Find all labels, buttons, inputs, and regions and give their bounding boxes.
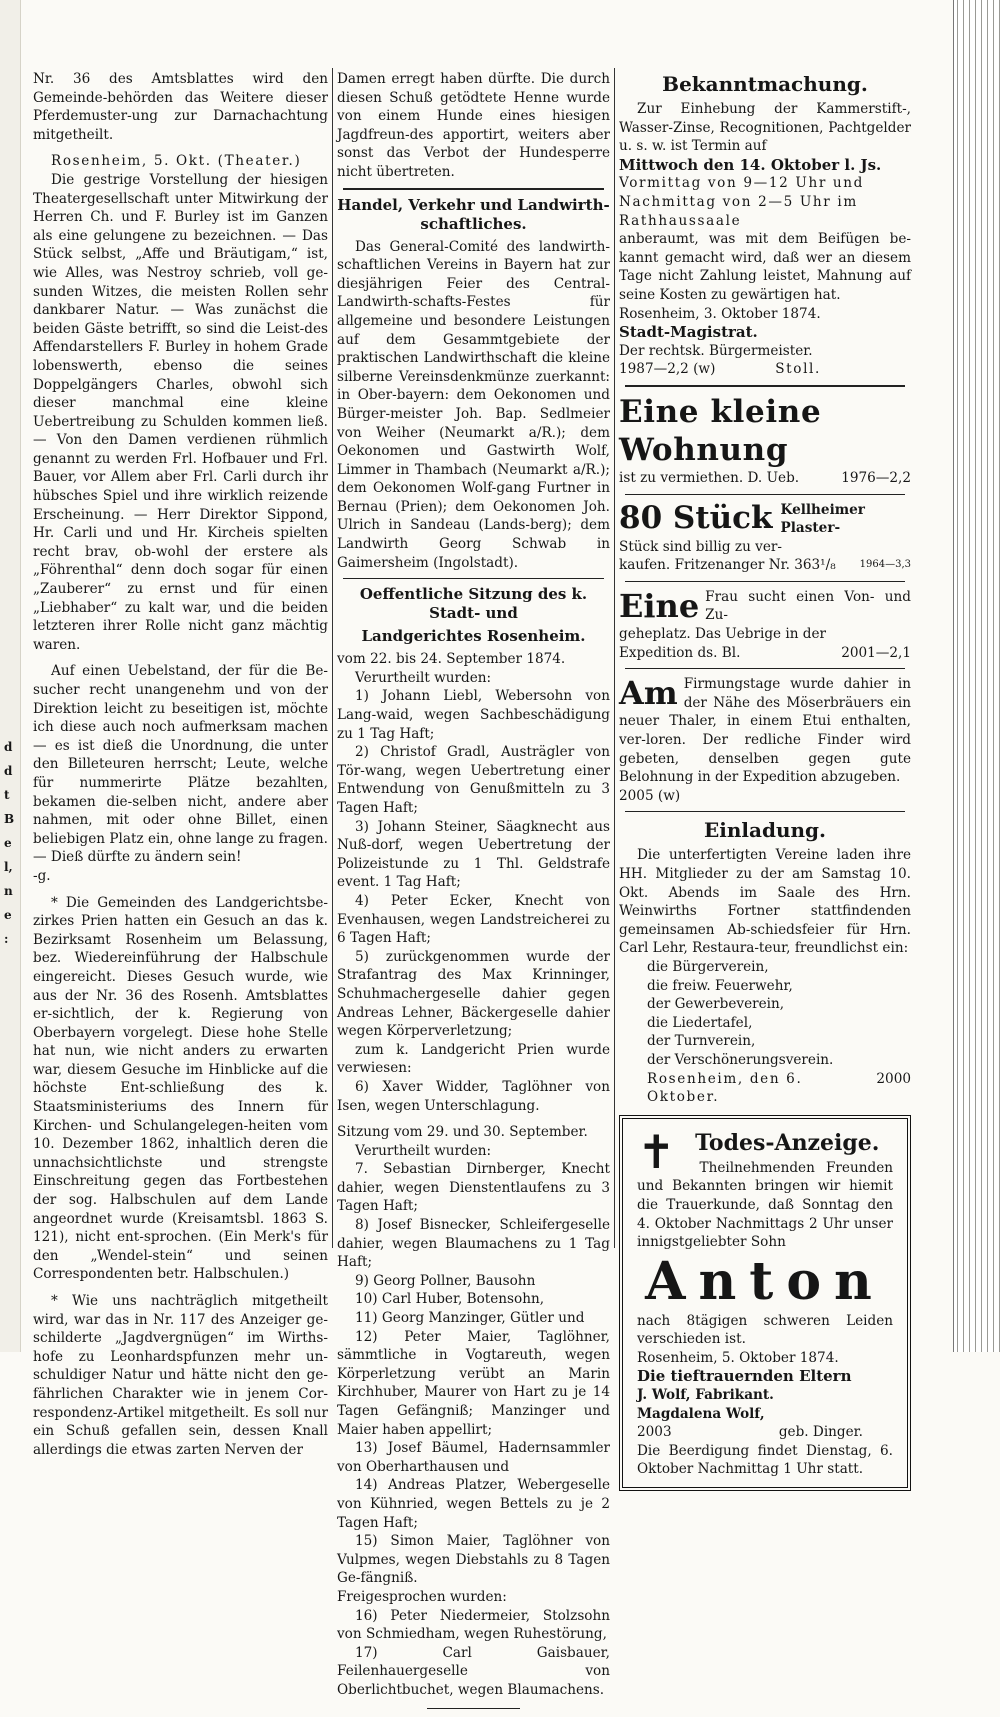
- margin-fragment: l,: [4, 860, 13, 874]
- todes-text-2: nach 8tägigen schweren Leiden verschieden ist.: [637, 1312, 893, 1348]
- divider: [625, 494, 905, 495]
- verurtheilt-label-2: Verurtheilt wurden:: [355, 1142, 492, 1159]
- column-2: [337, 70, 610, 1717]
- bekanntmachung-location: Rosenheim, 3. Oktober 1874.: [619, 305, 821, 322]
- ad-number: 2005 (w): [619, 787, 681, 804]
- verein-item: der Gewerbeverein,: [647, 996, 785, 1013]
- todes-location: Rosenheim, 5. Oktober 1874.: [637, 1349, 839, 1366]
- todes-anzeige-box: [619, 1115, 911, 1491]
- left-page-edge: [0, 0, 21, 1352]
- frau-text-2: geheplatz. Das Uebrige in der: [619, 626, 827, 643]
- ad-number: 2003: [637, 1424, 672, 1441]
- frau-line: [619, 644, 911, 663]
- margin-fragment: e: [4, 836, 12, 850]
- einladung-footer: [619, 1070, 911, 1107]
- margin-fragment: d: [4, 740, 13, 754]
- ad-number: 1987—2,2 (w): [619, 361, 716, 378]
- theater-signature: -g.: [33, 867, 51, 884]
- thaler-text: Firmungstage wurde dahier in der Nähe des Möserbräuers ein neuer Thaler, in einem Etui enthalten, ver-loren. Der redliche Finder wird gebeten, denselben gegen gute Belohnung in der Expedition abzugeben.: [619, 676, 911, 786]
- stueck-text-1: Kellheimer Plaster-: [780, 501, 865, 537]
- stadt-magistrat: Stadt-Magistrat.: [619, 323, 758, 342]
- margin-fragment: :: [4, 932, 9, 946]
- father-name: J. Wolf, Fabrikant.: [637, 1387, 774, 1404]
- court-entry: 11) Georg Manzinger, Gütler und: [355, 1310, 585, 1327]
- column-rule-1: [332, 68, 333, 1248]
- verein-item: der Verschönerungsverein.: [647, 1051, 834, 1068]
- divider: [625, 581, 905, 582]
- court-entry: 2) Christof Gradl, Austrägler von Tör-wang, wegen Uebertretung einer Entwendung von Genußmitteln zu 3 Tagen Haft;: [337, 744, 610, 816]
- vereine-list: [619, 958, 911, 1070]
- verein-item: die freiw. Feuerwehr,: [647, 977, 793, 994]
- court-entry: 13) Josef Bäumel, Hadernsammler von Oberharthausen und: [337, 1440, 610, 1475]
- wohnung-text: ist zu vermiethen. D. Ueb.: [619, 469, 800, 486]
- divider: [343, 578, 604, 579]
- bekanntmachung-time-1: Vormittag von 9—12 Uhr und: [619, 175, 865, 192]
- right-page-edge: [953, 0, 1000, 1352]
- court-entry: 4) Peter Ecker, Knecht von Evenhausen, wegen Landstreicherei zu 6 Tagen Haft;: [337, 892, 610, 947]
- court-entry: 16) Peter Niedermeier, Stolzsohn von Schmiedham, wegen Ruhestörung,: [337, 1607, 610, 1643]
- verurtheilt-label-1: Verurtheilt wurden:: [355, 669, 492, 686]
- thaler-headline: Am: [619, 674, 678, 713]
- stueck-headline: 80 Stück: [619, 500, 773, 536]
- bekanntmachung-place: Rathhaussaale: [619, 212, 742, 229]
- frau-headline: Eine: [619, 587, 700, 625]
- todes-text: Theilnehmenden Freunden und Bekannten bringen wir hiemit die Trauerkunde, daß Sonntag den 4. Oktober Nachmittags 2 Uhr unser innigstgeliebter Sohn: [637, 1159, 893, 1251]
- verein-item: der Turnverein,: [647, 1033, 756, 1050]
- mother-name: Magdalena Wolf,: [637, 1405, 765, 1422]
- court-entry: zum k. Landgericht Prien wurde verwiesen:: [337, 1041, 610, 1077]
- frau-text-3: Expedition ds. Bl.: [619, 644, 741, 661]
- theater-complaint: Auf einen Uebelstand, der für die Be-sucher recht unangenehm und von der Direktion leicht zu beseitigen ist, möchte ich diese auch noch aufmerksam machen — es ist dieß die Unordnung, die unter den Billeteuren herrscht; Leute, welche für nummerirte Plätze bezahlten, bekamen die-selben nicht, andere aber nahmen, mit oder ohne Billet, einen beliebigen Platz ein, ohne lange zu fragen. — Dieß dürfte zu ändern sein!: [33, 663, 328, 866]
- margin-fragment: n: [4, 884, 13, 898]
- court-entry: 17) Carl Gaisbauer, Feilenhauergeselle von Oberlichtbuchet, wegen Blaumachens.: [337, 1644, 610, 1698]
- divider: [625, 668, 905, 669]
- freigesprochen-label: Freigesprochen wurden:: [337, 1588, 507, 1605]
- signatory: Stoll.: [775, 361, 821, 378]
- buergermeister-title: Der rechtsk. Bürgermeister.: [619, 342, 813, 359]
- wohnung-headline: Eine kleine Wohnung: [619, 393, 822, 468]
- court-entry: 15) Simon Maier, Taglöhner von Vulpmes, wegen Diebstahls zu 8 Tagen Ge-fängniß.: [337, 1533, 610, 1587]
- einladung-text: Die unterfertigten Vereine laden ihre HH. Mitglieder zu der am Samstag 10. Okt. Abends im Saale des Hrn. Weinwirths Fortner stattfindenden gemeinsamen Ab-schiedsfeier für Hrn. Carl Lehr, Restaura-teur, freundlichst ein:: [619, 847, 911, 957]
- ad-number: 2000: [876, 1070, 911, 1087]
- sitzung-heading-line2: Landgerichtes Rosenheim.: [361, 627, 586, 646]
- margin-fragment: B: [4, 812, 15, 826]
- wohnung-line: [619, 469, 911, 488]
- halbschule-article: * Die Gemeinden des Landgerichtsbe-zirkes Prien hatten ein Gesuch an das k. Bezirksamt Rosenheim um Belassung, bez. Wiedereinführung der Halbschule eingereicht. Dieses Gesuch wurde, wie aus der Nr. 36 des Rosenh. Amtsblattes er-sichtlich, der k. Regierung von Oberbayern vorgelegt. Diese hohe Stelle hat nun, wie nicht anders zu erwarten war, diesem Gesuche im Hinblicke auf die höchste Ent-schließung des k. Staatsministeriums des Innern für Kirchen- und Schulangelegen-heiten vom 10. Dezember 1862, inhaltlich deren die unnachsichtlichste und strengste Einschreitung gegen das Fortbestehen der sog. Halbschulen auf dem Lande angeordnet wurde (Kreisamtsbl. 1863 S. 121), nicht ent-sprochen. (Ein Merk's für den „Wendel-stein“ und seinen Correspondenten betr. Halbschulen.): [33, 894, 328, 1283]
- stueck-text-3: kaufen. Fritzenanger Nr. 363¹/₈: [619, 557, 836, 574]
- ad-number: 2001—2,1: [841, 644, 911, 661]
- mother-maiden-name: geb. Dinger.: [778, 1424, 863, 1441]
- court-entry: 9) Georg Pollner, Bausohn: [355, 1272, 536, 1289]
- margin-fragment: d: [4, 764, 13, 778]
- ad-number: 1964—3,3: [859, 559, 911, 571]
- divider: [625, 385, 905, 387]
- stueck-ad: [619, 501, 911, 557]
- court-entry: 8) Josef Bisnecker, Schleifergeselle dahier, wegen Blaumachens zu 1 Tag Haft;: [337, 1217, 610, 1271]
- verein-item: die Bürgerverein,: [647, 958, 769, 975]
- court-entry: 3) Johann Steiner, Säagknecht aus Nuß-dorf, wegen Uebertretung der Polizeistunde zu 1 Thl. Geldstrafe event. 1 Tag Haft;: [337, 818, 610, 891]
- beerdigung-text: Die Beerdigung findet Dienstag, 6. Oktober Nachmittag 1 Uhr statt.: [637, 1442, 893, 1478]
- sitzung-dates: vom 22. bis 24. September 1874.: [337, 651, 566, 668]
- bekanntmachung-date: Mittwoch den 14. Oktober l. Js.: [619, 155, 882, 174]
- court-entry: 12) Peter Maier, Taglöhner, sämmtliche in Vogtareuth, wegen Körperletzung verübt an Marin Kirchhuber, Maurer von Hart zu je 14 Tagen Gefängniß; Manzinger und Maier haben appellirt;: [337, 1328, 610, 1438]
- bekanntmachung-time-2: Nachmittag von 2—5 Uhr im: [619, 193, 858, 210]
- end-rule: [427, 1708, 520, 1709]
- jagd-article-continued: Damen erregt haben dürfte. Die durch diesen Schuß getödtete Henne wurde von einem Hunde eines hiesigen Jagdfreun-des apportirt, weiters aber sonst das Verbot der Hundesperre nicht übertreten.: [337, 71, 610, 180]
- sitzung-heading-line1: Oeffentliche Sitzung des k. Stadt- und: [359, 585, 588, 623]
- thaler-ad: [619, 675, 911, 805]
- court-entry: 14) Andreas Platzer, Webergeselle von Kühnried, wegen Bettels zu je 2 Tagen Haft;: [337, 1477, 610, 1531]
- court-entry: 1) Johann Liebl, Webersohn von Lang-waid, wegen Sachbeschädigung zu 1 Tag Haft;: [337, 688, 610, 742]
- ad-number: 1976—2,2: [841, 469, 911, 486]
- divider: [343, 188, 604, 190]
- bekanntmachung-footer: [619, 360, 911, 379]
- theater-report: Die gestrige Vorstellung der hiesigen Theatergesellschaft unter Mitwirkung der Herren Ch. und F. Burley ist im Ganzen als eine gelungene zu bezeichnen. — Das Stück selbst, „Affe und Bräutigam,“ ist, wie Alles, was Nestroy schrieb, voll ge-sunden Witzes, die meisten Rollen sehr dankbarer Natur. — Was zunächst die beiden Gäste betrifft, so sind die Leist-des Affendarstellers F. Burley in hohem Grade lobenswerth, ebenso die seines Doppelgängers Charles, obwohl sich dieser manchmal eine kleine Uebertreibung zu Schulden kommen ließ. — Von den Damen verdienen rühmlich genannt zu werden Frl. Hofbauer und Frl. Bauer, vor Allem aber Frl. Carli durch ihr hübsches Spiel und ihre wirklich reizende Erscheinung. — Herr Direktor Sippond, Hr. Carli und und Hr. Kircheis spielten recht brav, ob-wohl der erstere als „Föhrenthal“ denn doch sogar für einen „Zauberer“ zu ernst und für einen „Liebhaber“ zu kalt war, und die beiden letzteren ihrer Rolle nicht ganz mächtig waren.: [33, 171, 328, 653]
- column-rule-2: [614, 68, 615, 1248]
- column-3: [619, 70, 911, 1491]
- divider: [625, 811, 905, 812]
- einladung-location: Rosenheim, den 6. Oktober.: [647, 1070, 803, 1106]
- einladung-heading: Einladung.: [704, 818, 826, 843]
- theater-heading: Rosenheim, 5. Okt. (Theater.): [51, 153, 302, 170]
- margin-fragment: t: [4, 788, 10, 802]
- frau-text-1: Frau sucht einen Von- und Zu-: [705, 588, 911, 624]
- bekanntmachung-text-2: anberaumt, was mit dem Beifügen be-kannt gemacht wird, daß wer an diesem Tage nicht Zahlung leistet, Mahnung auf seine Kosten zu gewärtigen hat.: [619, 231, 911, 303]
- court-entry: 6) Xaver Widder, Taglöhner von Isen, wegen Unterschlagung.: [337, 1078, 610, 1114]
- stueck-line: [619, 556, 911, 575]
- handel-text: Das General-Comité des landwirth-schaftlichen Vereins in Bayern hat zur diesjährigen Feier des Central-Landwirth-schafts-Festes für allgemeine und besondere Leistungen auf dem Gesammtgebiete der praktischen Landwirthschaft die kleine silberne Vereinsdenkmünze zuerkannt: in Ober-bayern: dem Oekonomen und Bürger-meister Joh. Bap. Sedlmeier von Weiher (Neumarkt a/R.); dem Oekonomen und Gastwirth Wolf, Limmer in Thambach (Neumarkt a/R.); dem Oekonomen Wolf-gang Furtner in Bernau (Prien); dem Oekonomen Joh. Ulrich in Sandeau (Lands-berg); dem Landwirth Georg Schwab in Gaimersheim (Ingolstadt).: [337, 238, 610, 571]
- bekanntmachung-text-1: Zur Einhebung der Kammerstift-, Wasser-Zinse, Recognitionen, Pachtgelder u. s. w. ist Termin auf: [619, 101, 911, 155]
- verein-item: die Liedertafel,: [647, 1014, 753, 1031]
- cross-icon: ✝: [637, 1128, 676, 1179]
- todes-name: Anton: [645, 1250, 885, 1312]
- column-1: [33, 70, 328, 1459]
- todes-heading: Todes-Anzeige.: [695, 1129, 880, 1156]
- court-entry: 10) Carl Huber, Botensohn,: [355, 1291, 545, 1308]
- bekanntmachung-heading: Bekanntmachung.: [662, 72, 868, 96]
- handel-heading: Handel, Verkehr und Landwirth-schaftliches.: [337, 195, 610, 233]
- todes-footer: [637, 1423, 893, 1442]
- frau-ad: [619, 588, 911, 644]
- sitzung-2-heading: Sitzung vom 29. und 30. September.: [337, 1124, 588, 1141]
- eltern-heading: Die tieftrauernden Eltern: [637, 1367, 852, 1386]
- court-entry: 5) zurückgenommen wurde der Strafantrag des Max Krinninger, Schuhmachergeselle dahier gegen Andreas Lehner, Bäckergeselle dahier wegen Körperverletzung;: [337, 948, 610, 1040]
- stueck-text-2: Stück sind billig zu ver-: [619, 538, 782, 555]
- notice-pferdemusterung: Nr. 36 des Amtsblattes wird den Gemeinde-behörden das Weitere dieser Pferdemuster-ung zur Darnachachtung mitgetheilt.: [33, 71, 328, 143]
- margin-fragment: e: [4, 908, 12, 922]
- jagd-article: * Wie uns nachträglich mitgetheilt wird, war das in Nr. 117 des Anzeiger ge-schilderte „Jagdvergnügen“ im Wirths-hofe zu Leonhardspfunzen mehr un-schuldiger Natur und hätte nicht den ge-fährlichen Charakter wie in jenem Cor-respondenz-Artikel mitgetheilt. Es soll nur ein Schuß gefallen sein, dessen Knall allerdings die etwas zarten Nerven der: [33, 1293, 328, 1458]
- court-entry: 7. Sebastian Dirnberger, Knecht dahier, wegen Dienstentlaufens zu 3 Tagen Haft;: [337, 1161, 610, 1215]
- todes-header: [637, 1129, 893, 1252]
